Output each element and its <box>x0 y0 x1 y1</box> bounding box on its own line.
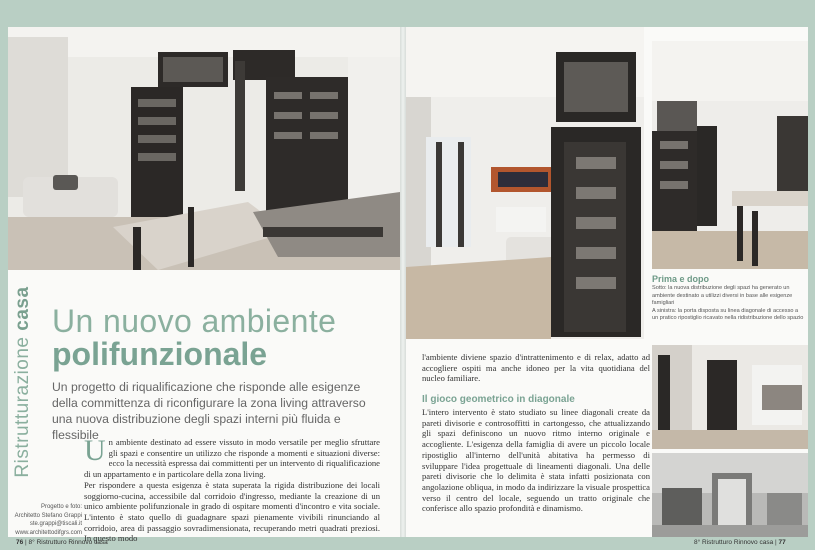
magazine-name-left: Ristrutturo Rinnovo casa <box>36 539 108 546</box>
before-photo-top <box>652 345 808 449</box>
footer-right: 8° Ristrutturo Rinnovo casa | 77 <box>694 539 786 546</box>
credits-line: www.architettodifgrs.com <box>15 529 82 536</box>
caption-line: A sinistra: la porta disposta su linea diagonale di accesso a un pratico ripostiglio ricavato nella ridistribuzione dello spazio <box>652 307 804 321</box>
living-room-photo <box>8 27 400 270</box>
footer-prefix-right: 8° <box>694 539 701 546</box>
footer-prefix-left: 8° <box>28 539 35 546</box>
article-title-line1: Un nuovo ambiente <box>52 303 337 339</box>
kitchen-photo <box>652 41 808 269</box>
caption-line: Sotto: la nuova distribuzione degli spazi ha generato un ambiente destinato a utilizzi diversi in base alle esigenze famigliari <box>652 285 793 306</box>
caption-title: Prima e dopo <box>652 274 710 284</box>
credits-line: ste.grappi@tiscali.it <box>29 521 82 527</box>
article-paragraph: l'ambiente diviene spazio d'intrattenimento e di relax, adatto ad accogliere ospiti ma anche idoneo per la vita quotidiana del nucleo familiare. <box>422 352 650 384</box>
article-subheading: Il gioco geometrico in diagonale <box>422 394 575 405</box>
section-label-bold: casa <box>12 286 33 331</box>
section-label-text: Ristrutturazione <box>12 336 33 478</box>
doorway-photo <box>406 27 644 339</box>
article-paragraph: L'intero intervento è stato studiato su linee diagonali create da pareti divisorie e controsoffitti in cartongesso, che attualizzando gli spazi definiscono un nuovo ritmo interno originale e accogliente. L'esigenza della famiglia di avere un piccolo locale ripostiglio all'interno dell'unità abitativa ha permesso di sviluppare l'idea progettuale di lineamenti diagonali. Una delle pareti divisorie che lo delimita è stata infatti posizionata con angolazione obliqua, in modo da indirizzare la visuale prospettica verso il centro del locale, seguendo un tratto originale che conferisce allo spazio profondità e dinamismo. <box>422 407 650 514</box>
article-column-2 <box>422 352 650 384</box>
article-column-1 <box>84 434 380 544</box>
photo-caption <box>652 285 804 323</box>
page-number-left: 76 <box>16 539 24 546</box>
credits-line: Progetto e foto: <box>40 504 82 510</box>
right-page <box>406 27 808 537</box>
section-label <box>8 277 38 487</box>
article-paragraph: n ambiente destinato ad essere vissuto in modo versatile per meglio sfruttare gli spazi e consentire un utilizzo che risponde a momenti e situazioni diverse: ecco la necessità espressa dai committenti per un intervento di riqualificazione di un appartamento e in particolare della zona living. <box>84 437 380 480</box>
magazine-name-right: Ristrutturo Rinnovo casa <box>702 539 774 546</box>
photo-credits <box>12 503 82 537</box>
article-title-line2: polifunzionale <box>52 336 268 372</box>
lead-paragraph: Un progetto di riqualificazione che risponde alle esigenze della committenza di riconfigurare la zona living attraverso una nuova distribuzione degli spazi interni più fluida e flessibile <box>52 380 366 442</box>
credits-line: Architetto Stefano Grappi <box>14 512 82 519</box>
article-paragraph: Per rispondere a questa esigenza è stata superata la rigida distribuzione dei locali soggiorno-cucina, accessibile dal corridoio d'ingresso, mediante la creazione di un unico ambiente polifunzionale in grado di ospitare momenti d'incontro e vita sociale. L'intento è stato quello di guadagnare spazi pienamente vivibili rinunciando al corridoio, area di passaggio sovradimensionata, recuperando metri quadrati preziosi. In questo modo <box>84 479 380 544</box>
page-number-right: 77 <box>778 539 786 546</box>
drop-cap: U <box>84 434 106 467</box>
footer-left: 76 | 8° Ristrutturo Rinnovo casa <box>16 539 108 546</box>
before-photo-bottom <box>652 453 808 537</box>
article-column-3 <box>422 407 650 514</box>
